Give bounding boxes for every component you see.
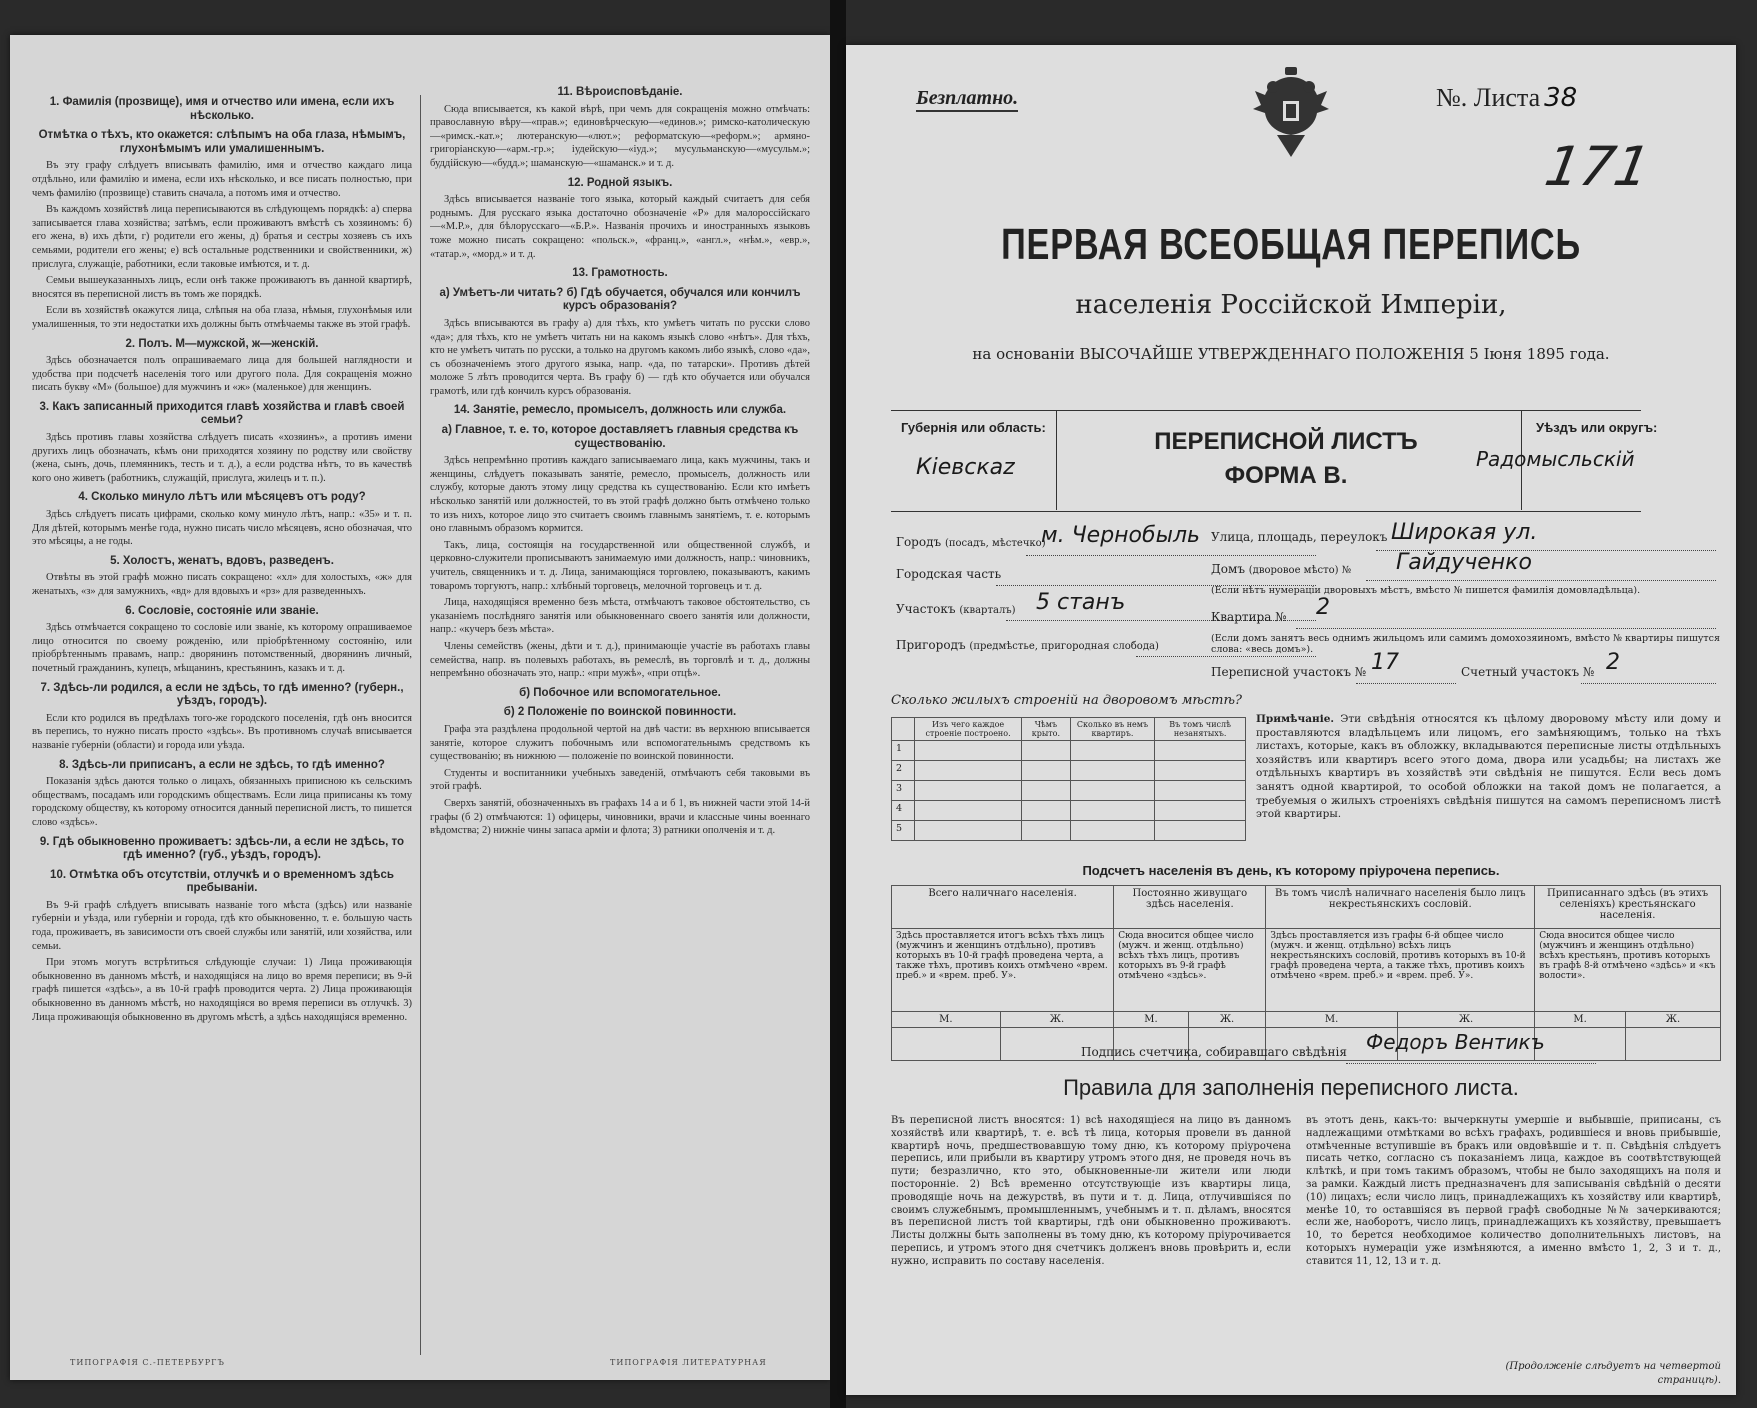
male-label: М. bbox=[1114, 1012, 1188, 1028]
table-cell bbox=[1022, 801, 1071, 821]
section-heading: 9. Гдѣ обыкновенно проживаетъ: здѣсь-ли, а если не здѣсь, то гдѣ именно? (губ., уѣздъ, городъ). bbox=[39, 835, 405, 862]
precinct-label: Участокъ bbox=[896, 602, 956, 616]
suburb-label: Пригородъ bbox=[896, 638, 966, 652]
table-cell bbox=[1022, 741, 1071, 761]
table-cell bbox=[1155, 801, 1246, 821]
table-cell bbox=[1070, 821, 1155, 841]
counting-precinct-value: 2 bbox=[1606, 650, 1620, 675]
section-heading: 2. Полъ. М—мужской, ж—женскій. bbox=[125, 337, 319, 350]
female-label: Ж. bbox=[1397, 1012, 1534, 1028]
rules-title: Правила для заполненія переписного листа. bbox=[1063, 1075, 1519, 1100]
instruction-paragraph: Сверхъ занятій, обозначенныхъ въ графахъ 14 а и б 1, въ нижней части этой 14-й графы (б 2) отмѣчаются: 1) офицеры, чиновники, врачи и классные чины военнаго вѣдомства; 2) нижніе чины запаса арміи и флота; 3) ратники ополченія и т. д. bbox=[430, 797, 810, 837]
section-heading: 14. Занятіе, ремесло, промыселъ, должность или служба. bbox=[453, 404, 787, 417]
count-body-row bbox=[892, 929, 1721, 1012]
instruction-paragraph: Здѣсь отмѣчается сокращено то сословіе или званіе, къ которому опрашиваемое лицо относится по своему рожденію, или пріобрѣтенному состоянію, или пріобрѣтеннымъ правамъ, напр.: дворянинъ потомственный, дворянинъ личный, почетный гражданинъ, купецъ, мѣщанинъ, крестьянинъ, казакъ и т. д. bbox=[32, 622, 412, 674]
instruction-paragraph: Если въ хозяйствѣ окажутся лица, слѣпыя на оба глаза, нѣмыя, глухонѣмыя или умалишенныя, то эти недостатки ихъ должны быть отмѣчаемы также въ этой графѣ. bbox=[32, 305, 412, 330]
table-cell bbox=[1155, 761, 1246, 781]
table-row bbox=[892, 761, 1246, 781]
table-cell bbox=[1155, 821, 1246, 841]
province-label: Губернія или область: bbox=[901, 420, 1046, 435]
instruction-paragraph: Въ 9-й графѣ слѣдуетъ вписывать названіе того мѣста (здѣсь) или названіе губерніи и уѣзда, или губерніи и города, гдѣ кто обыкновенно, т. е. большую часть года, проживаетъ, въ зависимости отъ своей службы или занятій, или хозяйства, или семьи. bbox=[32, 899, 412, 952]
census-precinct-value: 17 bbox=[1371, 650, 1399, 675]
printer-mark-right: ТИПОГРАФІЯ ЛИТЕРАТУРНАЯ bbox=[610, 1358, 767, 1367]
count-column-body: Сюда вносится общее число (мужчинъ и женщинъ отдѣльно) всѣхъ крестьянъ, противъ которыхъ въ графѣ 8-й отмѣчено «здѣсь» и «къ волости». bbox=[1535, 929, 1721, 1012]
count-mf-row bbox=[892, 1012, 1721, 1028]
city-note: (посадъ, мѣстечко) bbox=[944, 538, 1046, 549]
census-precinct-label: Переписной участокъ № bbox=[1211, 665, 1367, 679]
buildings-question: Сколько жилыхъ строеній на дворовомъ мѣстѣ? bbox=[891, 693, 1242, 708]
section-heading: а) Главное, т. е. то, которое доставляетъ главныя средства къ существованію. bbox=[441, 424, 799, 450]
signature-label: Подпись счетчика, собиравшаго свѣдѣнія bbox=[1081, 1045, 1347, 1059]
table-cell bbox=[915, 741, 1022, 761]
female-label: Ж. bbox=[1000, 1012, 1114, 1028]
column-divider bbox=[420, 95, 421, 1355]
table-cell bbox=[1070, 801, 1155, 821]
instruction-paragraph: Студенты и воспитанники учебныхъ заведеній, отмѣчаютъ себя таковыми въ этой графѣ. bbox=[430, 767, 810, 793]
city-value: м. Чернобыль bbox=[1041, 523, 1200, 548]
instruction-paragraph: Отвѣты въ этой графѣ можно писать сокращено: «хл» для холостыхъ, «ж» для женатыхъ, «з» для замужнихъ, «вд» для вдовыхъ и «рз» для разведенныхъ. bbox=[32, 572, 412, 597]
count-title: Подсчетъ населенія въ день, къ которому пріурочена перепись. bbox=[1082, 863, 1500, 878]
census-basis: на основаніи ВЫСОЧАЙШЕ УТВЕРЖДЕННАГО ПОЛОЖЕНІЯ 5 Іюня 1895 года. bbox=[972, 345, 1610, 363]
free-label: Безплатно. bbox=[916, 87, 1018, 112]
table-cell bbox=[1070, 761, 1155, 781]
instruction-paragraph: Лица, находящіяся временно безъ мѣста, отмѣчаютъ таковое обстоятельство, съ указаніемъ послѣдняго занятія или обыкновеннаго своего занятія или должности, напр.: «кучеръ безъ мѣста». bbox=[430, 597, 810, 636]
table-cell bbox=[915, 801, 1022, 821]
signature-value: Федоръ Вентикъ bbox=[1366, 1030, 1545, 1054]
table-cell bbox=[1070, 741, 1155, 761]
buildings-table bbox=[891, 717, 1246, 841]
count-header-row bbox=[892, 886, 1721, 929]
counting-precinct-line bbox=[1581, 683, 1716, 684]
book-gutter bbox=[830, 0, 846, 1408]
sheet-number-label: №. Листа bbox=[1436, 83, 1541, 112]
right-page bbox=[846, 45, 1736, 1395]
instruction-paragraph: Сюда вписывается, къ какой вѣрѣ, при чемъ для сокращенія можно отмѣчать: православную вѣру—«прав.»; единовѣрческую—«единов.»; римско-католическую—«римск.-кат.»; лютеранскую—«лют.»; реформатскую—«реформ.»; армяно-григоріанскую—«арм.-гр.»; іудейскую—«іуд.»; мусульманскую—«мусульм.»; буддійскую—«будд.»; шаманскую—«шаманск.» и т. д. bbox=[430, 103, 810, 169]
city-label: Городъ bbox=[896, 535, 942, 549]
header-cell bbox=[892, 718, 915, 741]
section-heading: 5. Холостъ, женатъ, вдовъ, разведенъ. bbox=[110, 554, 334, 567]
section-heading: 11. Вѣроисповѣданіе. bbox=[557, 86, 683, 98]
apartment-label: Квартира № bbox=[1211, 610, 1287, 624]
row-number: 5 bbox=[892, 821, 915, 841]
instruction-paragraph: Показанія здѣсь даются только о лицахъ, обязанныхъ приписною къ сельскимъ обществамъ, посадамъ или городскимъ обществамъ. Если лица приписаны къ тому городскому обществу, къ которому относится данный переписной листъ, то пишется слово «здѣсь». bbox=[32, 776, 412, 828]
table-cell bbox=[1070, 781, 1155, 801]
instruction-paragraph: Семьи вышеуказанныхъ лицъ, если онѣ также проживаютъ въ данной квартирѣ, вносятся въ переписной листъ въ томъ же порядкѣ. bbox=[32, 275, 412, 300]
district-value: Радомысльскiй bbox=[1476, 447, 1635, 471]
row-number: 4 bbox=[892, 801, 915, 821]
apartment-hint: (Если домъ занятъ весь однимъ жильцомъ или самимъ домохозяиномъ, вмѣсто № квартиры пишутся слова: «весь домъ»). bbox=[1211, 633, 1720, 655]
suburb-line bbox=[1136, 656, 1316, 657]
count-column-head: Всего наличнаго населенія. bbox=[892, 886, 1114, 929]
table-row bbox=[892, 801, 1246, 821]
table-cell bbox=[1022, 761, 1071, 781]
census-precinct-line bbox=[1356, 683, 1456, 684]
left-page bbox=[10, 35, 830, 1380]
rules-continuation: (Продолженіе слѣдуетъ на четвертой страницѣ). bbox=[1505, 1361, 1721, 1386]
section-heading: 3. Какъ записанный приходится главѣ хозяйства и главѣ своей семьи? bbox=[39, 400, 405, 427]
house-field bbox=[1211, 562, 1351, 576]
table-cell bbox=[1022, 781, 1071, 801]
precinct-value: 5 станъ bbox=[1036, 590, 1126, 615]
instruction-paragraph: При этомъ могутъ встрѣтиться слѣдующіе случаи: 1) Лица проживающія обыкновенно въ данномъ мѣстѣ, и находящіяся на лицо во время переписи; въ 9-й графѣ пишется «здѣсь», а въ 10-й графѣ проводится черта. 2) Лица проживающія обыкновенно въ данномъ мѣстѣ, но находящіяся во время переписи въ отлучкѣ. 3) Лица проживающія обыкновенно въ другомъ мѣстѣ, а здѣсь находящіяся временно. bbox=[32, 957, 412, 1023]
instruction-paragraph: Здѣсь обозначается полъ опрашиваемаго лица для большей наглядности и удобства при подсчетѣ населенія того или другого пола. Для сокращенія можно писать букву «М» (большое) для мужчинъ и «ж» (маленькое) для женщинъ. bbox=[32, 355, 412, 394]
note-block bbox=[1256, 713, 1721, 822]
row-number: 1 bbox=[892, 741, 915, 761]
count-column-body: Здѣсь проставляется изъ графы 6-й общее число (мужч. и женщ. отдѣльно) всѣхъ лицъ некрестьянскихъ сословій, противъ которыхъ въ 10-й графѣ проведена черта, а также тѣхъ, противъ коихъ отмѣчено «врем. преб.» и «врем. преб. У». bbox=[1266, 929, 1535, 1012]
section-heading: Отмѣтка о тѣхъ, кто окажется: слѣпымъ на оба глаза, нѣмымъ, глухонѣмымъ или умалишеннымъ. bbox=[38, 129, 406, 155]
table-cell bbox=[915, 821, 1022, 841]
instructions-column-2 bbox=[430, 80, 810, 1350]
double-headed-eagle-emblem bbox=[1251, 65, 1331, 160]
table-cell bbox=[915, 761, 1022, 781]
section-heading: 12. Родной языкъ. bbox=[567, 176, 673, 189]
instruction-paragraph: Здѣсь непремѣнно противъ каждаго записываемаго лица, какъ мужчины, такъ и женщины, слѣдуетъ показывать занятіе, ремесло, промыселъ, должность или службу, которые даютъ этому лицу средства къ существованію. Если кто имѣетъ нѣсколько занятій или должностей, то въ этой графѣ должно быть отмѣчено только то изъ нихъ, которое лицо это считаетъ своимъ главнымъ занятіемъ, т. е. которымъ оно главнымъ образомъ кормится. bbox=[430, 455, 810, 535]
male-label: М. bbox=[1266, 1012, 1397, 1028]
header-cell: Изъ чего каждое строеніе построено. bbox=[915, 718, 1022, 741]
instruction-paragraph: Здѣсь противъ главы хозяйства слѣдуетъ писать «хозяинъ», а противъ имени другихъ лицъ обозначать, кѣмъ они приходятся хозяину по родству или свойству (жена, сынъ, дочь, племянникъ, тесть и т. д.), а если родства нѣтъ, то въ качествѣ кого оно живетъ (работникъ, служащій, прислуга, жилецъ и т. п.). bbox=[32, 432, 412, 484]
table-cell bbox=[1022, 821, 1071, 841]
house-note: (дворовое мѣсто) № bbox=[1248, 565, 1352, 576]
header-cell: Сколько въ немъ квартиръ. bbox=[1070, 718, 1155, 741]
apartment-value: 2 bbox=[1316, 595, 1330, 620]
count-column-head: Постоянно живущаго здѣсь населенія. bbox=[1114, 886, 1266, 929]
apartment-line bbox=[1296, 628, 1716, 629]
section-heading: 1. Фамилія (прозвище), имя и отчество или имена, если ихъ нѣсколько. bbox=[49, 96, 395, 122]
house-line bbox=[1366, 580, 1716, 581]
female-label: Ж. bbox=[1626, 1012, 1721, 1028]
count-column-body: Здѣсь проставляется итогъ всѣхъ тѣхъ лицъ (мужчинъ и женщинъ отдѣльно), противъ которыхъ въ 10-й графѣ проведена черта, а также тѣхъ, противъ коихъ отмѣчено «врем. преб.» и «врем. преб. У». bbox=[892, 929, 1114, 1012]
table-row bbox=[892, 781, 1246, 801]
counting-precinct-label: Счетный участокъ № bbox=[1461, 665, 1595, 679]
instruction-paragraph: Въ каждомъ хозяйствѣ лица переписываются въ слѣдующемъ порядкѣ: а) сперва записывается глава хозяйства; затѣмъ, если проживаютъ вмѣстѣ съ хозяиномъ: б) его жена, в) ихъ дѣти, г) родители его жены, д) братья и сестры хозяевъ съ ихъ семьями, родители его жены; е) всѣ остальные родственники и свойственники, ж) прислуга, служащіе, работники, если таковые имѣются, и т. д. bbox=[32, 204, 412, 270]
header-cell: Въ томъ числѣ незанятыхъ. bbox=[1155, 718, 1246, 741]
instruction-paragraph: Если кто родился въ предѣлахъ того-же городского поселенія, гдѣ онъ вносится въ перепись, то нужно писать просто «здѣсь». Въ противномъ случаѣ вписывается названіе губерніи (области) и города или уѣзда. bbox=[32, 712, 412, 751]
house-value: Гайдученко bbox=[1396, 550, 1532, 575]
instructions-column-1 bbox=[32, 90, 412, 1350]
section-heading: а) Умѣетъ-ли читать? б) Гдѣ обучается, обучался или кончилъ курсъ образованія? bbox=[439, 286, 801, 313]
street-label: Улица, площадь, переулокъ bbox=[1211, 530, 1388, 544]
table-row bbox=[892, 821, 1246, 841]
section-heading: 8. Здѣсь-ли приписанъ, а если не здѣсь, то гдѣ именно? bbox=[59, 758, 385, 771]
row-number: 3 bbox=[892, 781, 915, 801]
instruction-paragraph: Такъ, лица, состоящія на государственной или общественной службѣ, и церковно-служители прописываютъ занимаемую ими должность, напр.: чиновникъ, учитель, священникъ и т. д. Лица, занимающіяся торговлею, показываютъ, какимъ товаромъ торгуютъ, напр.: хлѣбный торговецъ, мелочной торговецъ и т. д. bbox=[430, 539, 810, 592]
section-heading: 10. Отмѣтка объ отсутствіи, отлучкѣ и о временномъ здѣсь пребываніи. bbox=[50, 868, 394, 895]
male-label: М. bbox=[892, 1012, 1001, 1028]
rules-left-text: Въ переписной листъ вносятся: 1) всѣ находящіеся на лицо въ данномъ хозяйствѣ или квартирѣ, т. е. всѣ тѣ лица, которыя провели въ данной квартирѣ ночь, предшествовавшую тому дню, къ которому пріурочена перепись, или прибыли въ квартиру утромъ этого дня, не проведя ночь въ пути; безразлично, кто это, обыкновенные-ли жители или люди посторонніе. 2) Всѣ временно отсутствующіе изъ квартиры лица, проводящіе ночь на дежурствѣ, въ пути и т. д. Лица, отлучившіяся по своимъ служебнымъ, промышленнымъ, учебнымъ и т. п. дѣламъ, вносятся въ переписной листъ той квартиры, гдѣ они обыкновенно проживаютъ. Листы должны быть заполнены въ тому дню, къ которому пріурочивается перепись, и утромъ этого дня счетчикъ долженъ вновь провѣрить и, если нужно, исправить по составу населенія. bbox=[891, 1115, 1291, 1267]
instruction-paragraph: Графа эта раздѣлена продольной чертой на двѣ части: въ верхнюю вписывается занятіе, которое служитъ побочнымъ или вспомогательнымъ средствомъ къ существованію; въ нижнюю — положеніе по воинской повинности. bbox=[430, 723, 810, 763]
section-heading: б) 2 Положеніе по воинской повинности. bbox=[503, 706, 737, 719]
table-cell bbox=[1155, 781, 1246, 801]
section-heading: 13. Грамотность. bbox=[572, 267, 668, 280]
sheet-number bbox=[1436, 83, 1577, 113]
precinct-field bbox=[896, 602, 1016, 616]
signature-line bbox=[1346, 1063, 1596, 1064]
census-subtitle: населенія Россійской Имперіи, bbox=[1075, 290, 1507, 320]
house-label: Домъ bbox=[1211, 562, 1245, 576]
count-column-head: Въ томъ числѣ наличнаго населенія было лицъ некрестьянскихъ сословій. bbox=[1266, 886, 1535, 929]
note-text: Эти свѣдѣнія относятся къ цѣлому дворовому мѣсту или дому и проставляются владѣльцемъ или лицомъ, его замѣняющимъ, только на тѣхъ листахъ, которые, какъ въ обложку, вкладываются переписные листы отдѣльныхъ хозяйствъ или квартиръ всего этого дома, двора или усадьбы; на листахъ же отдѣльныхъ квартиръ въ хозяйствѣ эти свѣдѣнія не пишутся. Если весь домъ занятъ одной квартирой, то особой обложки на такой домъ не полагается, а требуемыя о жилыхъ строеніяхъ свѣдѣнія пишутся на самомъ переписномъ листѣ этой квартиры. bbox=[1256, 713, 1721, 821]
suburb-field bbox=[896, 638, 1159, 652]
count-column-body: Сюда вносится общее число (мужч. и женщ. отдѣльно) всѣхъ тѣхъ лицъ, противъ которыхъ въ 9-й графѣ отмѣчено «здѣсь». bbox=[1114, 929, 1266, 1012]
row-number: 2 bbox=[892, 761, 915, 781]
instruction-paragraph: Здѣсь слѣдуетъ писать цифрами, сколько кому минуло лѣтъ, напр.: «35» и т. п. Для дѣтей, которымъ менѣе года, нужно писать число мѣсяцевъ, ясно обозначая, что это мѣсяцы, а не годы. bbox=[32, 509, 412, 548]
precinct-note: (кварталъ) bbox=[959, 605, 1016, 616]
count-value-cell bbox=[892, 1028, 1001, 1061]
form-title bbox=[1056, 425, 1516, 493]
instruction-paragraph: Въ эту графу слѣдуетъ вписывать фамилію, имя и отчество каждаго лица отдѣльно, или фамилію и имена, если ихъ нѣсколько, и все писать полностью, при чемъ фамилію (прозвище) ставить сначала, а потомъ имя и отчество. bbox=[32, 160, 412, 199]
buildings-header-row bbox=[892, 718, 1246, 741]
house-hint: (Если нѣтъ нумераціи дворовыхъ мѣстъ, вмѣсто № пишется фамилія домовладѣльца). bbox=[1211, 585, 1641, 596]
count-value-cell bbox=[1535, 1028, 1626, 1061]
female-label: Ж. bbox=[1188, 1012, 1266, 1028]
instruction-paragraph: Здѣсь вписываются въ графу а) для тѣхъ, кто умѣетъ читать по русски слово «да»; для тѣхъ, кто не умѣетъ читать ни на какомъ языкѣ слово «нѣтъ». Для тѣхъ, кто не умѣетъ читать по русски, а только на другомъ какомъ либо языкѣ, слово «да», съ обозначеніемъ этого другого языка, напр. «да, по татарски». Противъ дѣтей моложе 5 лѣтъ проводится черта. Въ графу б) — гдѣ кто обучается или обучался грамотѣ, или гдѣ кончилъ курсъ образованія. bbox=[430, 317, 810, 397]
instruction-paragraph: Здѣсь вписывается названіе того языка, который каждый считаетъ для себя роднымъ. Для русскаго языка достаточно обозначеніе «Р» для малороссійскаго—«М.Р.», для бѣлорусскаго—«Б.Р.». Названія прочихъ и иностранныхъ языковъ тоже можно писать сокращено: «польск.», «франц.», «англ.», «нѣм.», «евр.», «татар.», «морд.» и т. д. bbox=[430, 194, 810, 260]
district-label: Уѣздъ или округъ: bbox=[1536, 420, 1658, 435]
form-name: ПЕРЕПИСНОЙ ЛИСТЪ bbox=[1154, 428, 1418, 455]
population-count-table bbox=[891, 885, 1721, 1061]
section-heading: 7. Здѣсь-ли родился, а если не здѣсь, то гдѣ именно? (губерн., уѣздъ, городъ). bbox=[40, 681, 404, 708]
table-cell bbox=[915, 781, 1022, 801]
header-cell: Чѣмъ крыто. bbox=[1022, 718, 1071, 741]
province-value: Кiевскаz bbox=[916, 455, 1015, 480]
rules-right-text: въ этотъ день, какъ-то: вычеркнуты умершіе и выбывшіе, приписаны, съ надлежащими отмѣтками во всѣхъ графахъ, родившіеся и вновь прибывшіе, отмѣченные вступившіе въ бракъ или овдовѣвшіе и т. п. Свѣдѣнія слѣдуетъ писать четко, согласно съ показаніемъ лица, каждое въ соотвѣтствующей клѣткѣ, и при томъ такимъ образомъ, чтобы не было заходящихъ на поля и за рамки. Каждый листъ предназначенъ для записыванія свѣдѣній о десяти (10) лицахъ; если число лицъ, принадлежащихъ къ хозяйству или квартирѣ, менѣе 10, то оставшіяся въ первой графѣ свободные №№ зачеркиваются; если же, наоборотъ, число лицъ, принадлежащихъ къ хозяйству, превышаетъ 10, то берется необходимое количество дополнительныхъ листовъ, на которыхъ нумераціи уже измѣняются, а именно вмѣсто 1, 2, 3 и т. д., ставится 11, 12, 13 и т. д. bbox=[1306, 1115, 1721, 1267]
city-line bbox=[1026, 555, 1316, 556]
section-heading: 4. Сколько минуло лѣтъ или мѣсяцевъ отъ роду? bbox=[78, 491, 366, 504]
count-column-head: Приписаннаго здѣсь (въ этихъ селеніяхъ) крестьянскаго населенія. bbox=[1535, 886, 1721, 929]
handwritten-page-number: 171 bbox=[1540, 135, 1655, 198]
street-value: Широкая ул. bbox=[1391, 520, 1538, 545]
suburb-note: (предмѣстье, пригородная слобода) bbox=[969, 641, 1159, 652]
sheet-number-value: 38 bbox=[1544, 83, 1578, 113]
section-heading: б) Побочное или вспомогательное. bbox=[519, 686, 721, 699]
note-title: Примѣчаніе. bbox=[1256, 713, 1335, 725]
city-part-label: Городская часть bbox=[896, 567, 1002, 581]
census-title: ПЕРВАЯ ВСЕОБЩАЯ ПЕРЕПИСЬ bbox=[1001, 220, 1581, 269]
form-letter: ФОРМА В. bbox=[1224, 462, 1348, 489]
count-value-cell bbox=[1626, 1028, 1721, 1061]
male-label: М. bbox=[1535, 1012, 1626, 1028]
printer-mark-left: ТИПОГРАФІЯ С.-ПЕТЕРБУРГЪ bbox=[70, 1358, 225, 1367]
table-cell bbox=[1155, 741, 1246, 761]
instruction-paragraph: Члены семействъ (жены, дѣти и т. д.), принимающіе участіе въ работахъ главы семейства, напр. въ полевыхъ работахъ, въ ремеслѣ, въ торговлѣ и т. д., должны непремѣнно обозначать это, напр.: «при мужѣ», «при отцѣ». bbox=[430, 640, 810, 680]
table-row bbox=[892, 741, 1246, 761]
city-field bbox=[896, 535, 1046, 549]
section-heading: 6. Сословіе, состояніе или званіе. bbox=[125, 604, 319, 617]
